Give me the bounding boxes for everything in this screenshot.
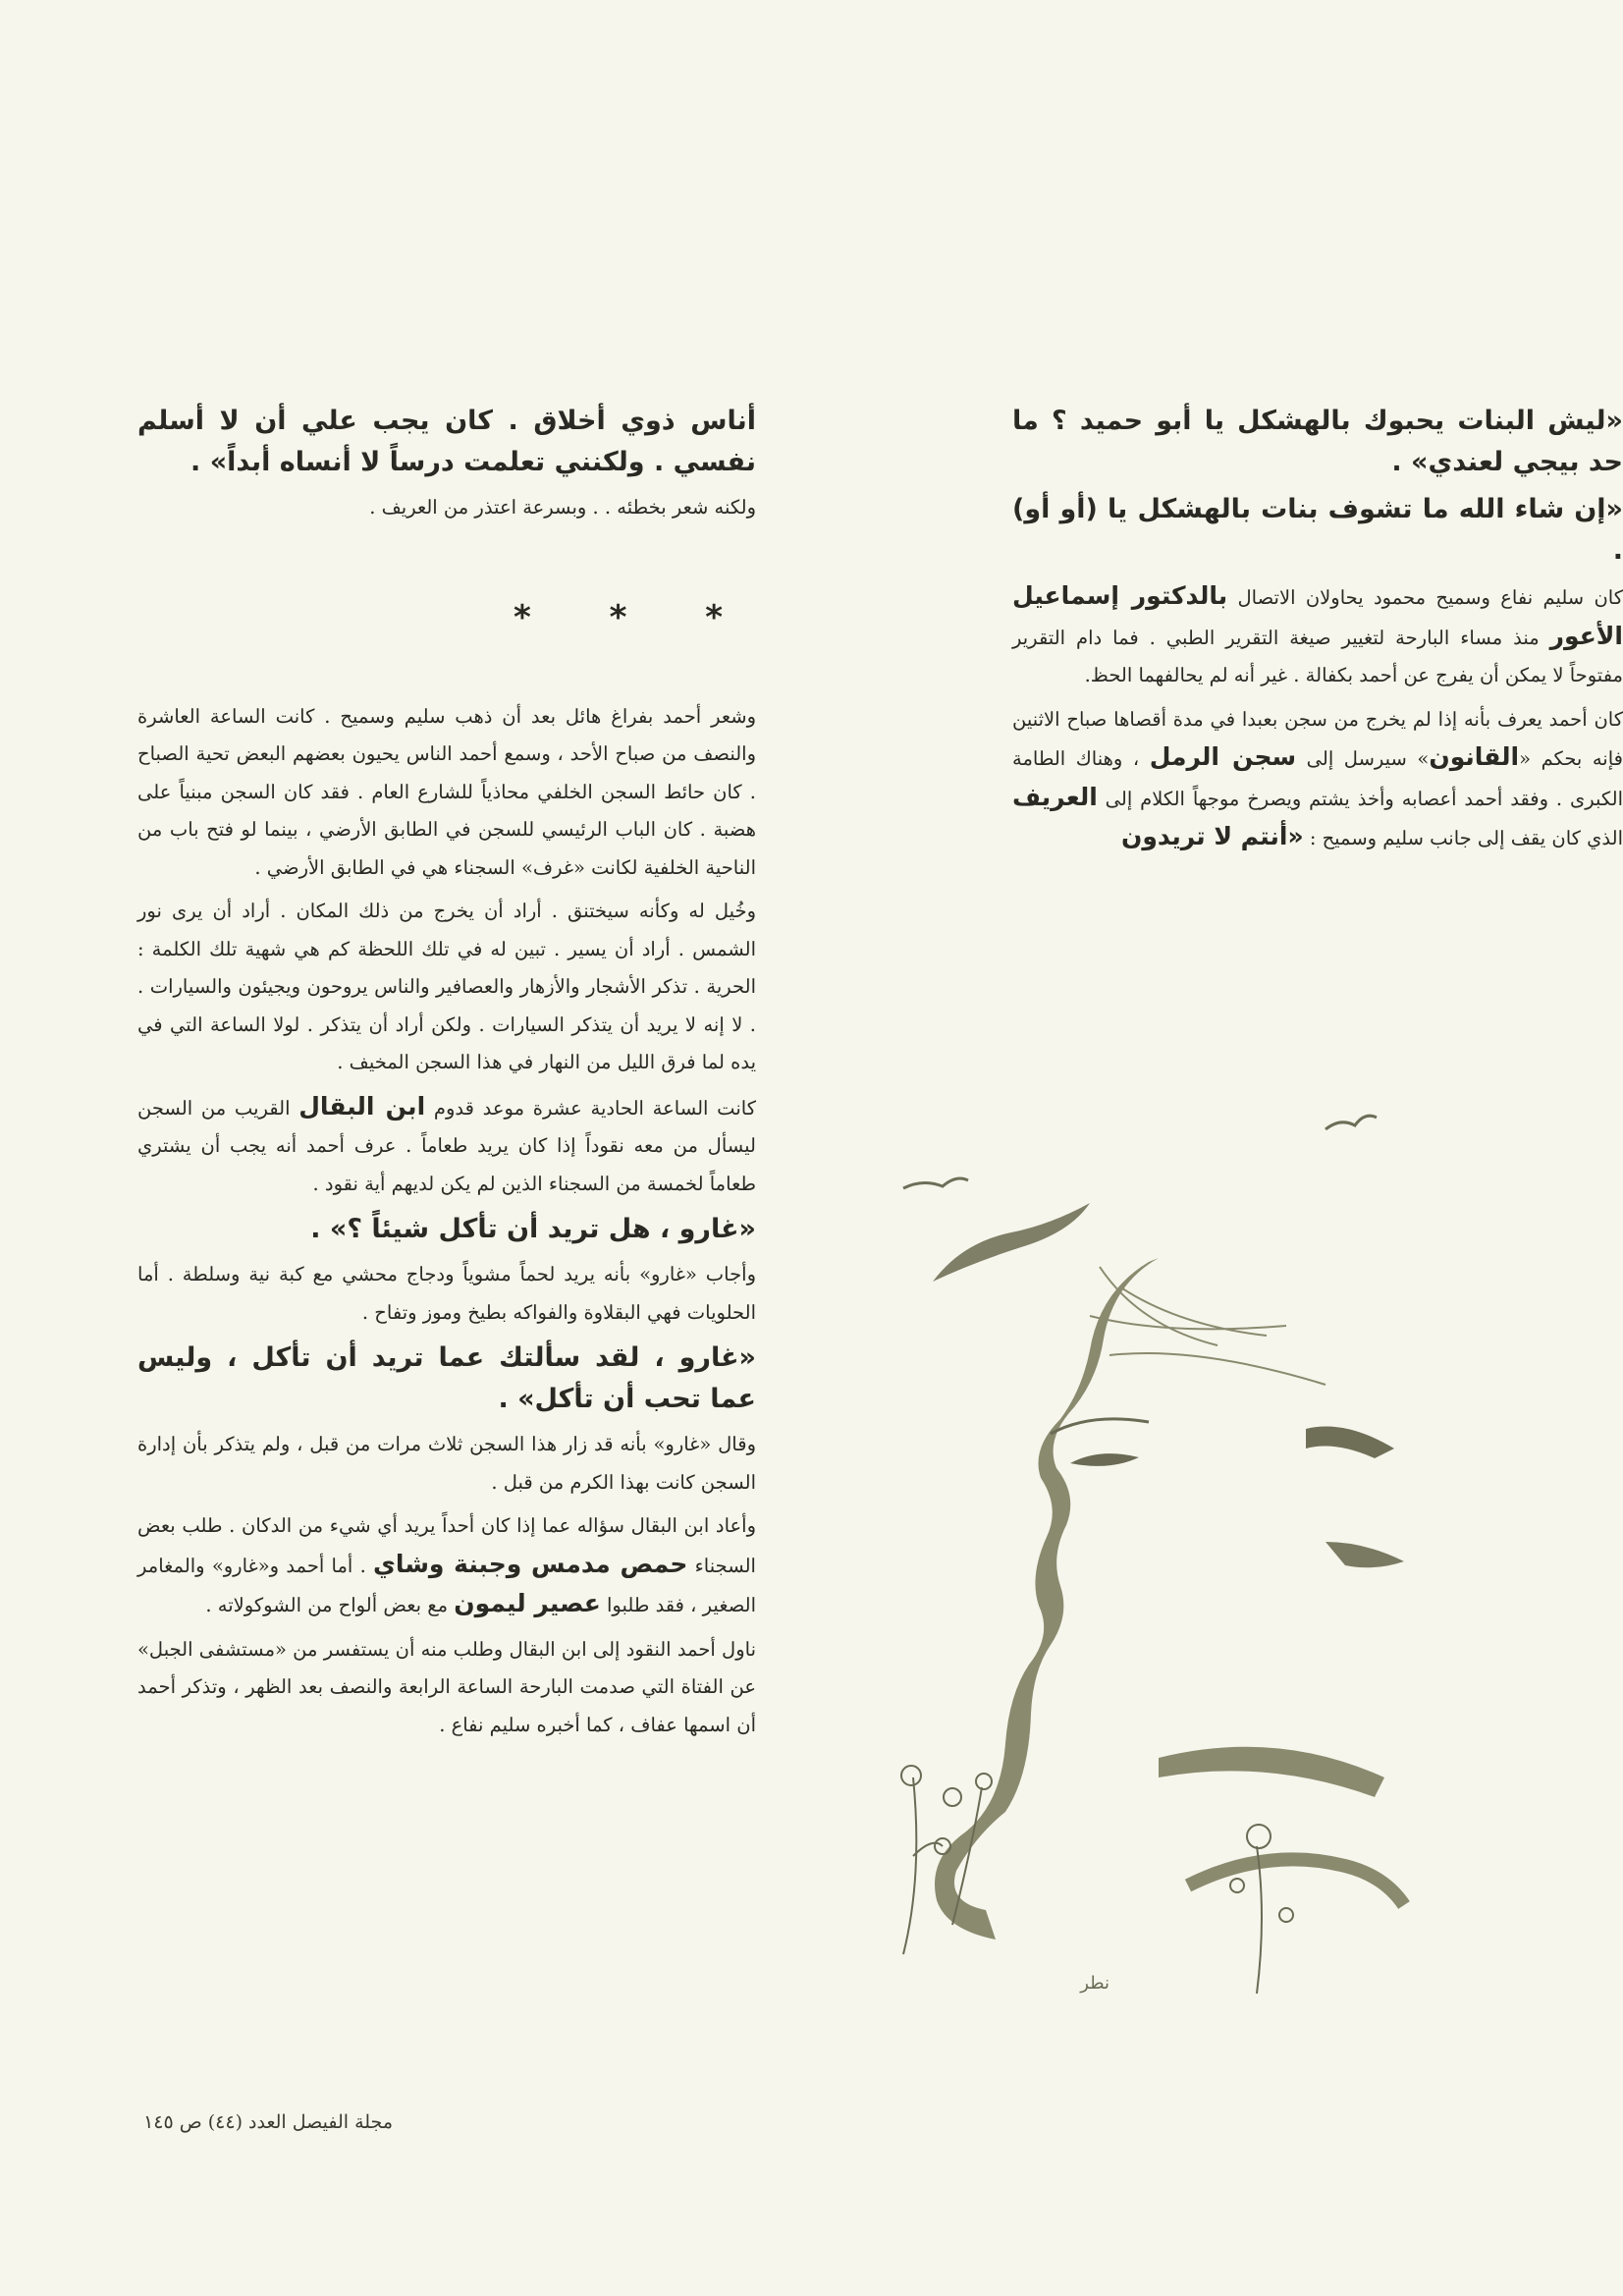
body-paragraph: وقال «غارو» بأنه قد زار هذا السجن ثلاث مرات من قبل ، ولم يتذكر بأن إدارة السجن كانت بهذا الكرم من قبل .	[137, 1433, 756, 1494]
emphasis-text: العريف	[1012, 782, 1098, 811]
bird-icon	[1325, 1116, 1377, 1129]
text-run: منذ مساء البارحة لتغيير صيغة التقرير الطبي . فما دام التقرير مفتوحاً لا يمكن أن يفرج عن أحمد بكفالة . غير أنه لم يحالفهما الحظ.	[1012, 626, 1623, 686]
text-run: كان أحمد يعرف بأنه إذا لم يخرج من سجن بعبدا في مدة أقصاها صباح الاثنين فإنه بحكم «	[1012, 707, 1623, 770]
body-paragraph	[137, 1088, 756, 1204]
left-column	[137, 401, 756, 1750]
text-run: . أما أحمد و«غارو» والمغامر الصغير ، فقد طلبوا	[137, 1554, 756, 1616]
arm-stroke	[1188, 1859, 1404, 1905]
text-run: كان سليم نفاع وسميح محمود يحاولان الاتصال	[1237, 586, 1623, 609]
face-profile-stroke	[935, 1258, 1159, 1940]
eyebrow-stroke	[1051, 1419, 1149, 1434]
dialogue-paragraph: «إن شاء الله ما تشوف بنات بالهشكل يا (أو أو) .	[1012, 494, 1623, 566]
emphasis-text: «أنتم لا تريدون	[1121, 822, 1304, 850]
dialogue-paragraph: «غارو ، لقد سألتك عما تريد أن تأكل ، وليس عما تحب أن تأكل» .	[137, 1342, 756, 1414]
emphasis-text: ابن البقال	[298, 1091, 426, 1121]
text-run: وأعاد ابن البقال سؤاله عما إذا كان أحداً يريد أي شيء من الدكان . طلب بعض السجناء	[137, 1514, 756, 1577]
text-run: مع بعض ألواح من الشوكولاته .	[205, 1594, 449, 1616]
dialogue-paragraph: أناس ذوي أخلاق . كان يجب علي أن لا أسلم نفسي . ولكنني تعلمت درساً لا أنساه أبداً» .	[137, 406, 756, 477]
text-run: كانت الساعة الحادية عشرة موعد قدوم	[433, 1096, 756, 1120]
emphasis-text: القانون	[1429, 742, 1520, 771]
emphasis-text: بالدكتور إسماعيل الأعور	[1012, 581, 1623, 650]
body-paragraph: وشعر أحمد بفراغ هائل بعد أن ذهب سليم وسميح . كانت الساعة العاشرة والنصف من صباح الأحد ، وسمع أحمد الناس يحيون بعضهم البعض تحية الصباح . كان حائط السجن الخلفي محاذياً للشارع العام . فقد كان السجن مبنياً على هضبة . كان الباب الرئيسي للسجن في الطابق الأرضي ، بينما لو فتح باب من الناحية الخلفية لكانت «غرف» السجناء هي في الطابق الأرضي .	[137, 704, 756, 879]
page-footer: مجلة الفيصل العدد (٤٤) ص ١٤٥	[143, 2111, 393, 2133]
shoulder-stroke	[1159, 1747, 1384, 1797]
section-separator: * * *	[513, 597, 756, 637]
body-paragraph	[1012, 701, 1623, 858]
text-run: القريب من السجن ليسأل من معه نقوداً إذا كان يريد طعاماً . عرف أحمد أنه يجب أن يشتري طعاماً لخمسة من السجناء الذين لم يكن لديهم أية نقود .	[137, 1096, 756, 1195]
body-paragraph: وأجاب «غارو» بأنه يريد لحماً مشوياً ودجاج محشي مع كبة نية وسلطة . أما الحلويات فهي البقلاوة والفواكه بطيخ وموز وتفاح .	[137, 1263, 756, 1324]
dialogue-paragraph: «غارو ، هل تريد أن تأكل شيئاً ؟» .	[310, 1214, 756, 1244]
text-run: ، وهناك الطامة الكبرى . وفقد أحمد أعصابه وأخذ يشتم ويصرخ موجهاً الكلام إلى	[1012, 747, 1623, 810]
right-column	[1012, 401, 1623, 864]
emphasis-text: عصير ليمون	[454, 1589, 601, 1617]
body-paragraph	[137, 1507, 756, 1625]
body-paragraph: ناول أحمد النقود إلى ابن البقال وطلب منه أن يستفسر من «مستشفى الجبل» عن الفتاة التي صدمت البارحة الساعة الرابعة والنصف بعد الظهر ، وتذكر أحمد أن اسمها عفاف ، كما أخبره سليم نفاع .	[137, 1637, 756, 1736]
face-sketch-illustration	[864, 1080, 1443, 2003]
eye-shape	[1070, 1453, 1139, 1466]
text-run: الذي كان يقف إلى جانب سليم وسميح :	[1309, 827, 1623, 849]
emphasis-text: سجن الرمل	[1149, 742, 1297, 771]
cloud-shape	[1306, 1427, 1394, 1459]
cloud-shape	[1325, 1542, 1404, 1567]
artist-signature: نطر	[1080, 1973, 1109, 1994]
text-run: » سيرسل إلى	[1306, 747, 1430, 770]
body-paragraph: ولكنه شعر بخطئه . . وبسرعة اعتذر من العريف .	[369, 496, 756, 519]
body-paragraph	[1012, 577, 1623, 695]
hair-stroke	[933, 1203, 1090, 1282]
bird-icon	[903, 1178, 968, 1188]
body-paragraph: وخُيل له وكأنه سيختنق . أراد أن يخرج من ذلك المكان . أراد أن يرى نور الشمس . أراد أن يسير . تبين له في تلك اللحظة كم هي شهية تلك الكلمة : الحرية . تذكر الأشجار والأزهار والعصافير والناس يروحون ويجيئون والسيارات . . لا إنه لا يريد أن يتذكر السيارات . ولكن أراد أن يتذكر . لولا الساعة التي في يده لما فرق الليل من النهار في هذا السجن المخيف .	[137, 900, 756, 1073]
flower-sprig	[1230, 1825, 1293, 1994]
dialogue-paragraph: «ليش البنات يحبوك بالهشكل يا أبو حميد ؟ ما حد بيجي لعندي» .	[1012, 406, 1623, 477]
emphasis-text: حمص مدمس وجبنة وشاي	[373, 1549, 688, 1578]
